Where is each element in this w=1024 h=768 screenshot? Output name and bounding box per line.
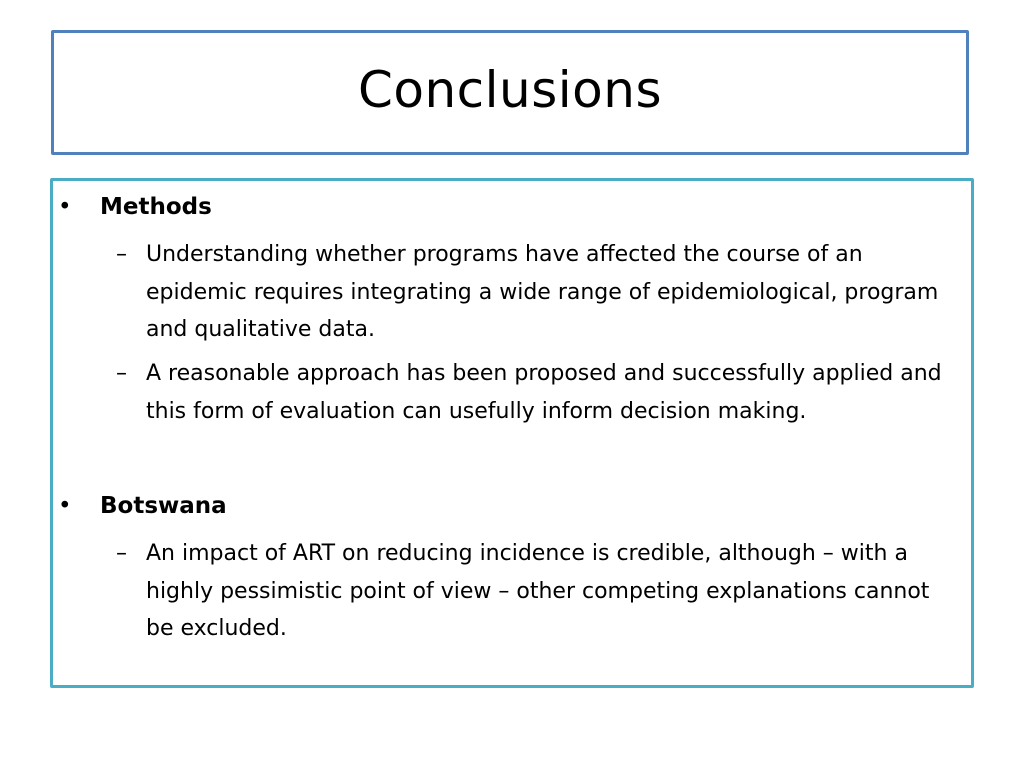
dash-icon: – — [116, 541, 127, 566]
bullet-icon: • — [58, 194, 72, 220]
content-placeholder[interactable] — [50, 178, 974, 688]
title-placeholder[interactable] — [51, 30, 969, 155]
dash-icon: – — [116, 361, 127, 386]
bullet-icon: • — [58, 493, 72, 519]
dash-icon: – — [116, 242, 127, 267]
sub-bullet-text: Understanding whether programs have affected the course of an epidemic requires integrating a wide range of epidemiological, program and qualitative data. — [146, 242, 939, 342]
bullet-heading-botswana: Botswana — [100, 493, 227, 519]
sub-bullet-text: A reasonable approach has been proposed and successfully applied and this form of evaluation can usefully inform decision making. — [146, 361, 942, 424]
bullet-heading-methods: Methods — [100, 194, 212, 220]
sub-bullet-text: An impact of ART on reducing incidence is credible, although – with a highly pessimistic point of view – other competing explanations cannot be excluded. — [146, 541, 930, 641]
slide-title: Conclusions — [357, 60, 663, 119]
